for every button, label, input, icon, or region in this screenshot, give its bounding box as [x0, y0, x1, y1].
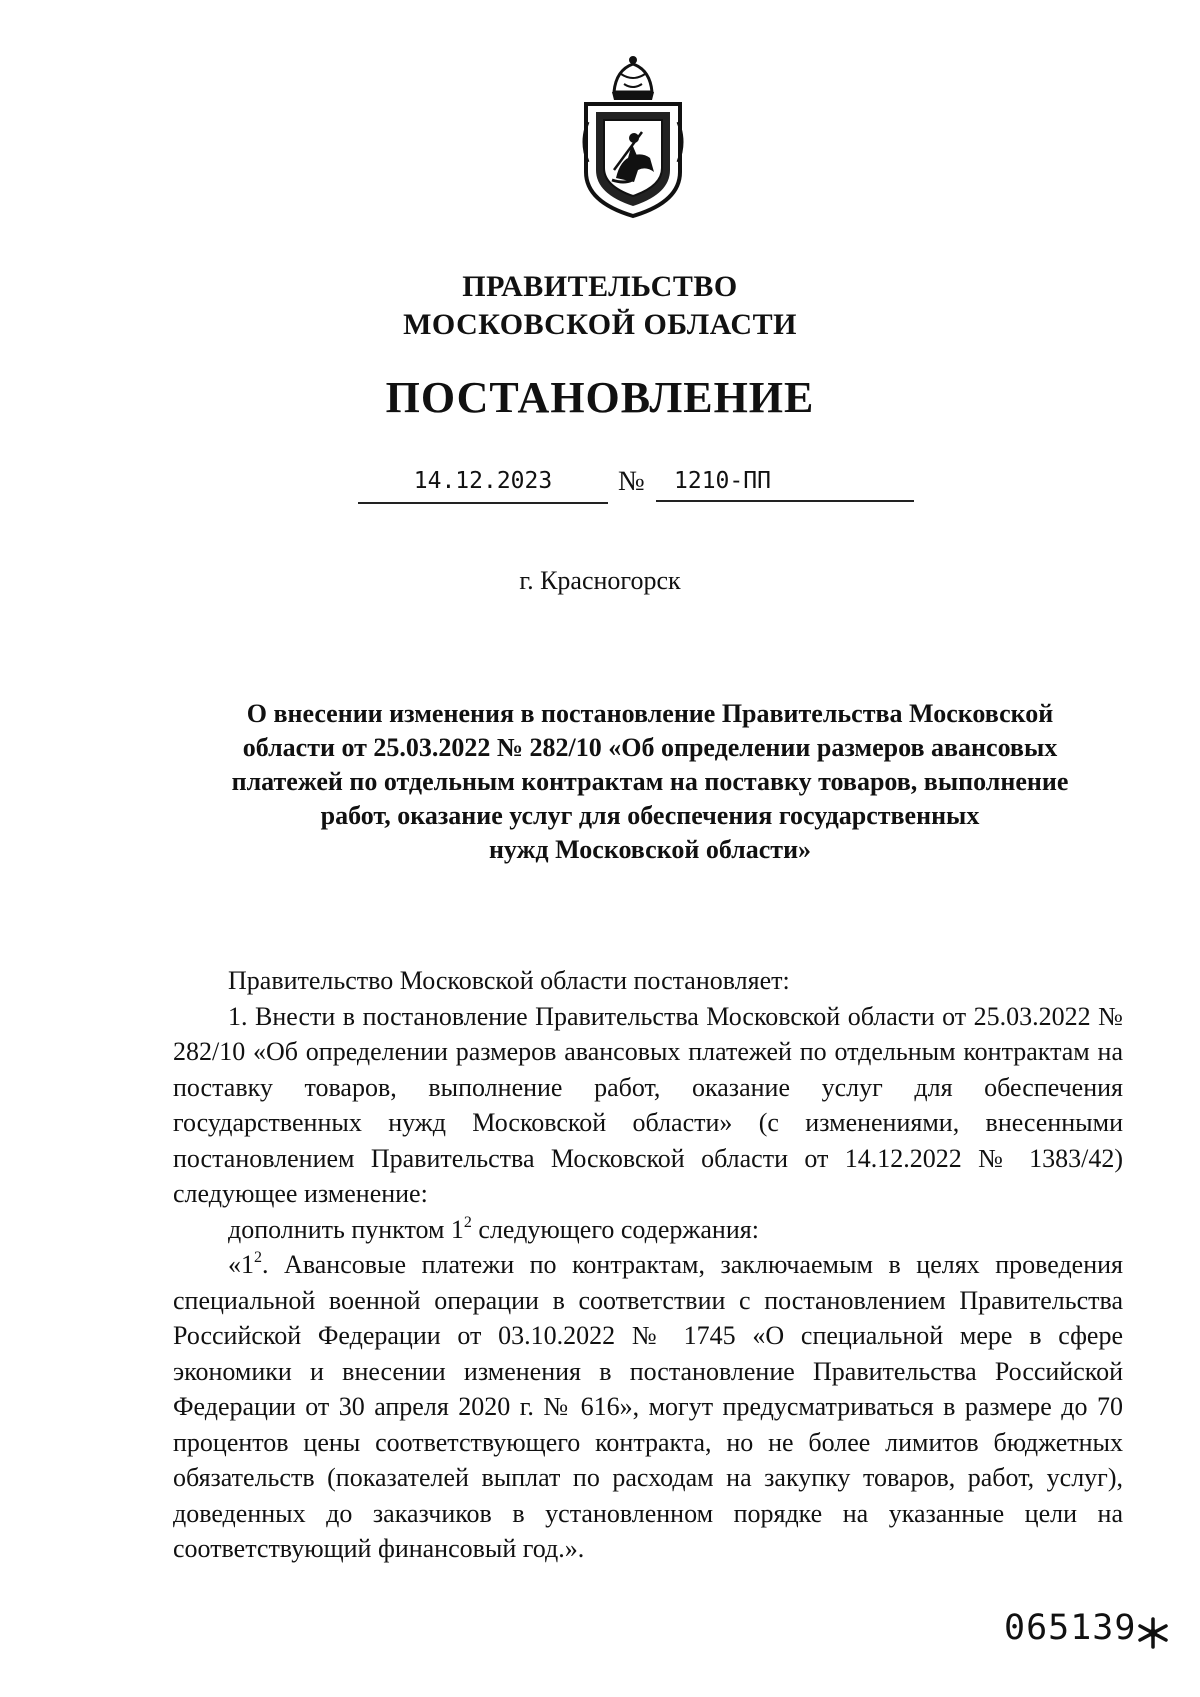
title-line: О внесении изменения в постановление Правительства Московской: [246, 699, 1054, 728]
supplement-prefix: дополнить пунктом 1: [228, 1214, 464, 1244]
title-line: нужд Московской области»: [488, 835, 812, 864]
city: г. Красногорск: [519, 566, 681, 595]
title-line: платежей по отдельным контрактам на поставку товаров, выполнение: [231, 767, 1069, 796]
document-body: [173, 963, 1123, 1567]
asterisk-icon: [1136, 1616, 1170, 1650]
quoted-clause-paragraph: [173, 1247, 1123, 1567]
coat-of-arms-icon: [576, 52, 690, 220]
intro-paragraph: Правительство Московской области постановляет:: [228, 966, 790, 995]
title-line: области от 25.03.2022 № 282/10 «Об определении размеров авансовых: [242, 733, 1058, 762]
quote-prefix: «1: [228, 1250, 254, 1279]
number-sign: №: [618, 466, 645, 497]
quote-text: . Авансовые платежи по контрактам, заключаемым в целях проведения специальной военной операции в соответствии с постановлением Правительства Российской Федерации от 03.10.2022 № 1745 «О специальной мере в сфере экономики и внесении изменения в постановление Правительства Российской Федерации от 30 апреля 2020 г. № 616», могут предусматриваться в размере до 70 процентов цены соответствующего контракта, но не более лимитов бюджетных обязательств (показателей выплат по расходам на закупку товаров, работ, услуг), доведенных до заказчиков в установленном порядке на указанные цели на соответствующий финансовый год.».: [173, 1250, 1123, 1563]
document-date: 14.12.2023: [358, 462, 608, 504]
supplement-suffix: следующего содержания:: [471, 1214, 759, 1244]
superscript: 2: [463, 1213, 472, 1231]
item-1-paragraph: 1. Внести в постановление Правительства Московской области от 25.03.2022 № 282/10 «Об определении размеров авансовых платежей по отдельным контрактам на поставку товаров, выполнение работ, оказание услуг для обеспечения государственных нужд Московской области» (с изменениями, внесенными постановлением Правительства Московской области от 14.12.2022 № 1383/42) следующее изменение:: [173, 1001, 1123, 1208]
supplement-paragraph: [173, 1212, 1123, 1248]
serial-number: 065139: [1004, 1608, 1137, 1648]
document-title: [190, 697, 1110, 867]
document-number: 1210-ПП: [656, 462, 914, 502]
org-name-line2: МОСКОВСКОЙ ОБЛАСТИ: [403, 308, 797, 341]
title-line: работ, оказание услуг для обеспечения государственных: [320, 801, 980, 830]
superscript: 2: [254, 1249, 262, 1266]
document-type: ПОСТАНОВЛЕНИЕ: [385, 373, 815, 422]
org-name-line1: ПРАВИТЕЛЬСТВО: [462, 270, 738, 303]
